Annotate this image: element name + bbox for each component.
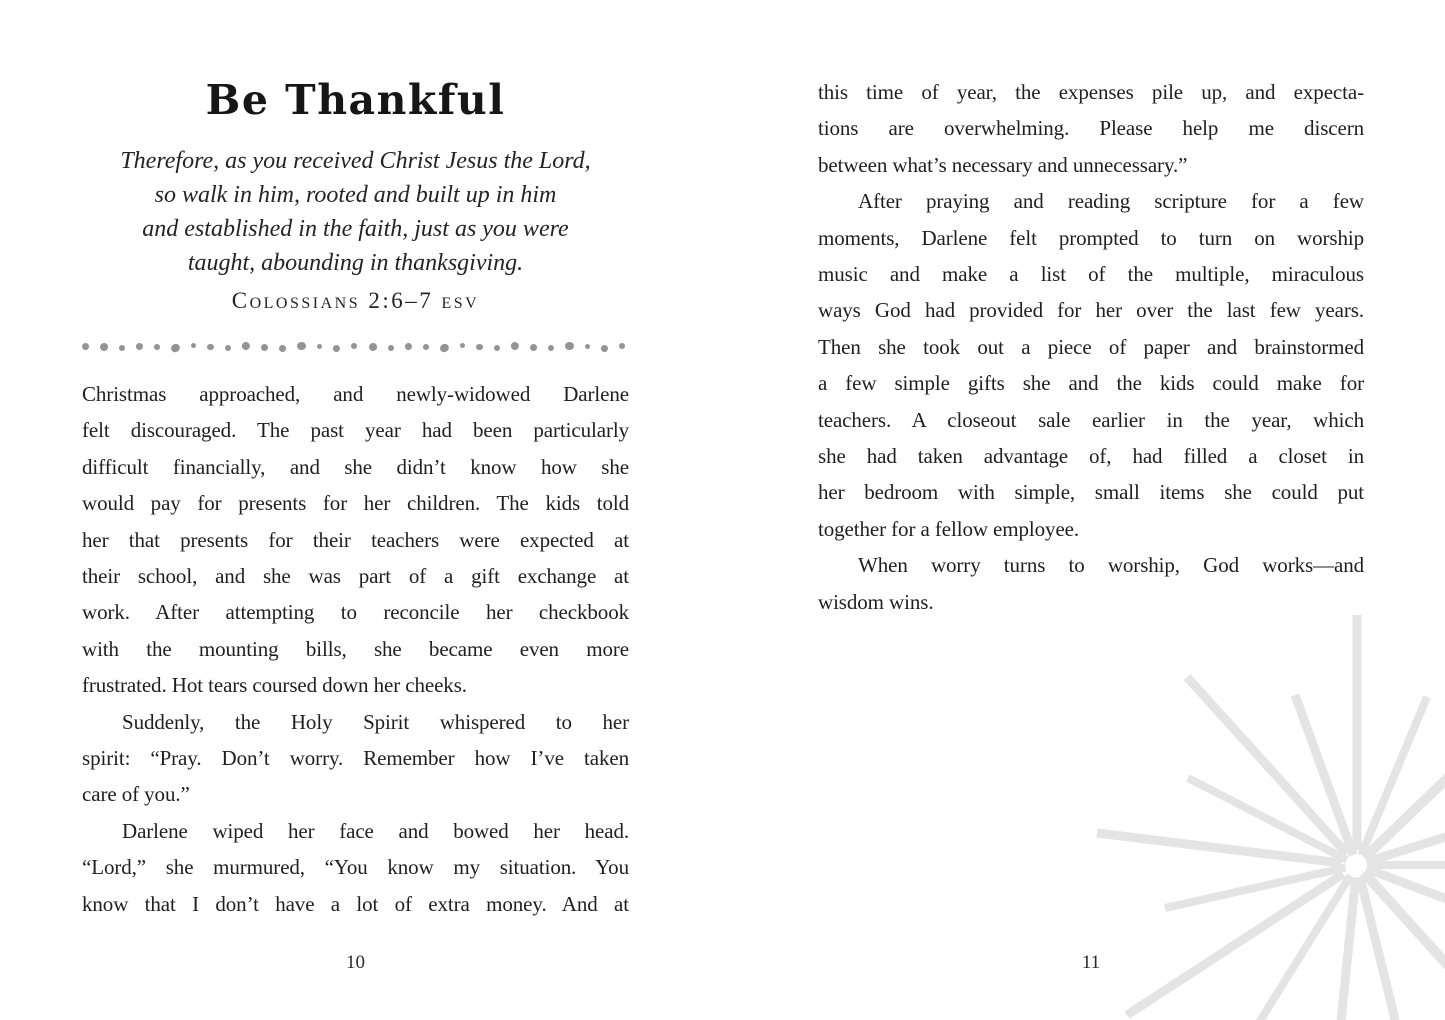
divider-dot — [153, 343, 161, 351]
body-line: tions are overwhelming. Please help me discern — [818, 116, 1364, 141]
body-line: care of you.” — [82, 782, 190, 807]
body-line: with the mounting bills, she became even more — [82, 636, 629, 661]
body-line: wisdom wins. — [818, 589, 934, 614]
right-page-body-text — [818, 74, 1364, 620]
body-line: she had taken advantage of, had filled a closet in — [818, 444, 1364, 469]
divider-dot — [547, 344, 554, 351]
left-page — [82, 76, 629, 922]
divider-dot — [332, 343, 341, 352]
divider-dot — [225, 344, 232, 351]
divider-dot — [260, 342, 269, 351]
divider-dot — [422, 343, 430, 351]
body-line: music and make a list of the multiple, miraculous — [818, 262, 1364, 287]
divider-dot — [368, 342, 378, 351]
divider-dot — [459, 343, 465, 349]
verse-line: taught, abounding in thanksgiving. — [187, 250, 524, 276]
divider-dot — [317, 344, 323, 350]
divider-dot — [493, 344, 500, 351]
divider-dot — [476, 344, 483, 351]
divider-dot — [297, 342, 306, 350]
page-number-right: 11 — [1081, 952, 1101, 973]
body-line: frustrated. Hot tears coursed down her cheeks. — [82, 673, 467, 698]
body-line: Then she took out a piece of paper and brainstormed — [818, 334, 1364, 359]
body-line: their school, and she was part of a gift exchange at — [82, 564, 629, 589]
page-number-left: 10 — [346, 952, 365, 973]
body-line: Suddenly, the Holy Spirit whispered to her — [122, 709, 629, 734]
divider-dot — [279, 344, 287, 352]
divider-dot — [404, 342, 412, 350]
dotted-divider — [82, 342, 625, 352]
verse-line: and established in the faith, just as you were — [142, 216, 569, 242]
body-line: would pay for presents for her children. The kids told — [82, 491, 629, 516]
body-line: moments, Darlene felt prompted to turn on worship — [818, 225, 1364, 250]
divider-dot — [529, 342, 538, 351]
divider-dot — [350, 342, 358, 350]
verse-line: so walk in him, rooted and built up in him — [154, 182, 557, 208]
divider-dot — [388, 345, 394, 351]
verse-line: Therefore, as you received Christ Jesus the Lord, — [120, 148, 591, 174]
body-line: her bedroom with simple, small items she could put — [818, 480, 1364, 505]
body-line: this time of year, the expenses pile up, and expecta- — [818, 80, 1364, 104]
left-page-body-text — [82, 376, 629, 922]
body-line: When worry turns to worship, God works—and — [858, 553, 1364, 578]
body-line: felt discouraged. The past year had been particularly — [82, 418, 629, 443]
divider-dot — [207, 344, 214, 351]
divider-dot — [600, 343, 609, 352]
divider-dot — [191, 343, 197, 349]
divider-dot — [81, 341, 90, 350]
body-line: work. After attempting to reconcile her checkbook — [82, 600, 629, 625]
body-line: teachers. A closeout sale earlier in the year, which — [818, 407, 1364, 432]
body-line: between what’s necessary and unnecessary.” — [818, 152, 1188, 177]
body-line: Christmas approached, and newly-widowed Darlene — [82, 382, 629, 406]
verse-reference: Colossians 2:6–7 esv — [231, 288, 480, 313]
body-line: Darlene wiped her face and bowed her head. — [122, 818, 629, 843]
divider-dot — [119, 345, 125, 351]
divider-dot — [565, 342, 574, 350]
body-line: know that I don’t have a lot of extra money. And at — [82, 891, 629, 916]
right-page — [818, 74, 1364, 620]
divider-dot — [584, 344, 590, 350]
body-line: together for a fellow employee. — [818, 516, 1080, 541]
divider-dot — [509, 341, 520, 351]
chapter-title: Be Thankful — [205, 76, 506, 124]
body-line: difficult financially, and she didn’t know how she — [82, 454, 629, 479]
divider-dot — [241, 341, 252, 351]
body-line: “Lord,” she murmured, “You know my situation. You — [82, 855, 629, 880]
divider-dot — [438, 342, 450, 354]
body-line: spirit: “Pray. Don’t worry. Remember how I’ve taken — [82, 746, 629, 771]
body-line: ways God had provided for her over the last few years. — [818, 298, 1364, 323]
divider-dot — [618, 342, 626, 350]
divider-dot — [135, 342, 143, 350]
divider-dot — [99, 342, 109, 351]
body-line: After praying and reading scripture for a few — [858, 189, 1364, 214]
body-line: a few simple gifts she and the kids could make for — [818, 371, 1364, 396]
body-line: her that presents for their teachers were expected at — [82, 527, 629, 552]
divider-dot — [170, 342, 182, 354]
scripture-verse — [82, 144, 629, 280]
